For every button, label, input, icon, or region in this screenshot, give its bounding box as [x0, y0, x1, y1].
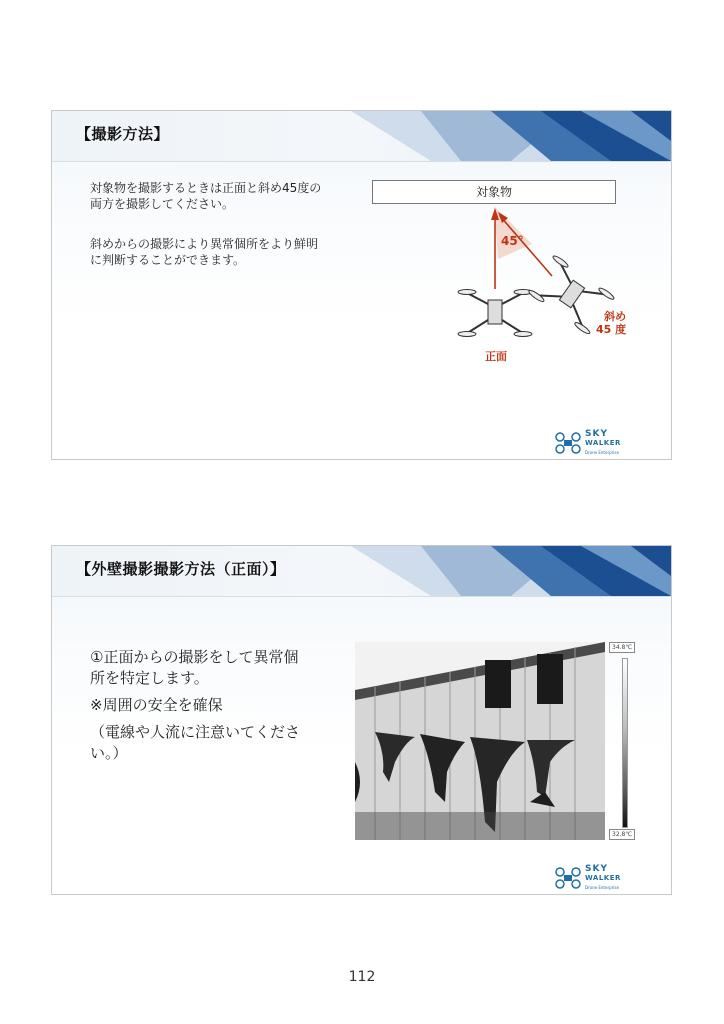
target-object-box: 対象物 — [372, 180, 616, 204]
angle-label: 45° — [501, 234, 524, 248]
thermal-image — [355, 642, 605, 840]
banner-decoration — [311, 546, 671, 596]
text-line: に判断することができます。 — [90, 253, 246, 267]
logo-text: SKY — [585, 864, 608, 874]
slide-banner — [52, 111, 671, 162]
logo-text: WALKER — [585, 874, 621, 882]
instruction-paragraph-2 — [90, 236, 318, 268]
oblique-label-line: 斜め — [604, 310, 627, 323]
banner-decoration — [311, 111, 671, 161]
text-line: （電線や人流に注意いてくださ — [90, 723, 301, 741]
oblique-label-line: 45 度 — [596, 323, 627, 336]
front-label: 正面 — [485, 350, 507, 363]
slide-title: 【撮影方法】 — [76, 125, 170, 143]
text-line: 所を特定します。 — [90, 669, 209, 687]
oblique-label — [596, 310, 626, 336]
front-drone-icon — [458, 290, 532, 337]
text-line: ①正面からの撮影をして異常個 — [90, 648, 299, 666]
logo-text: Drone Enterprise — [585, 450, 619, 455]
procedure-text — [90, 647, 300, 764]
text-line: 対象物を撮影するときは正面と斜め45度の — [90, 181, 322, 195]
drone-logo-icon — [555, 432, 581, 454]
logo-text: WALKER — [585, 439, 621, 447]
text-line: い。） — [90, 744, 128, 762]
temperature-scale-bar — [622, 658, 628, 828]
temperature-min-label: 32.8℃ — [609, 829, 635, 840]
text-line: ※周囲の安全を確保 — [90, 696, 223, 714]
page-number: 112 — [348, 969, 376, 985]
slide-shooting-method — [51, 110, 672, 460]
logo-text: Drone Enterprise — [585, 885, 619, 890]
temperature-max-label: 34.8℃ — [609, 642, 635, 653]
text-line: 両方を撮影してください。 — [90, 197, 235, 211]
logo-text: SKY — [585, 429, 608, 439]
text-line: 斜めからの撮影により異常個所をより鮮明 — [90, 237, 319, 251]
slide-exterior-wall-method — [51, 545, 672, 895]
drone-logo-icon — [555, 867, 581, 889]
slide-title: 【外壁撮影撮影方法（正面）】 — [76, 560, 286, 578]
slide-banner — [52, 546, 671, 597]
instruction-paragraph-1 — [90, 180, 321, 212]
